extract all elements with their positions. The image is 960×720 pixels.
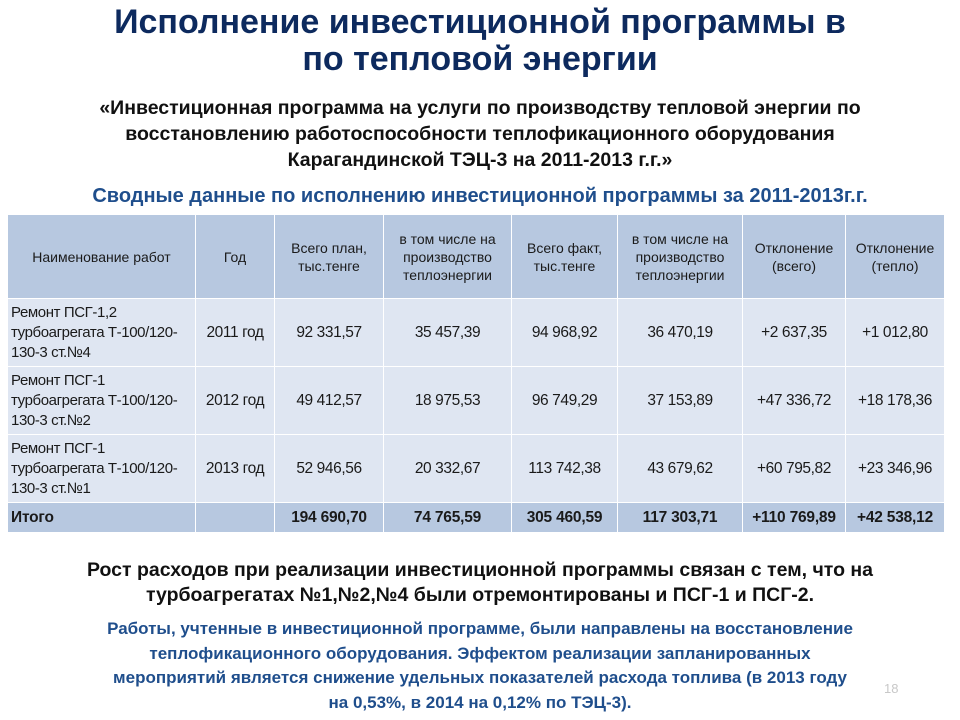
program-subtitle bbox=[0, 95, 960, 173]
cell-work-name: Ремонт ПСГ-1 турбоагрегата Т-100/120-130-3 ст.№2 bbox=[8, 367, 196, 435]
header-fact-heat: в том числе на производство теплоэнергии bbox=[618, 215, 743, 299]
cell-plan-total: 49 412,57 bbox=[275, 367, 384, 435]
section-heading: Сводные данные по исполнению инвестиционной программы за 2011-2013г.г. bbox=[92, 185, 868, 207]
cell-fact-heat: 37 153,89 bbox=[618, 367, 743, 435]
table-row bbox=[8, 367, 945, 435]
slide-title-line2: по тепловой энергии bbox=[302, 40, 658, 78]
total-fact-heat: 117 303,71 bbox=[618, 503, 743, 533]
cell-year: 2013 год bbox=[196, 435, 275, 503]
cell-work-name: Ремонт ПСГ-1 турбоагрегата Т-100/120-130-3 ст.№1 bbox=[8, 435, 196, 503]
header-deviation-heat: Отклонение (тепло) bbox=[846, 215, 945, 299]
table-row bbox=[8, 435, 945, 503]
cell-plan-total: 92 331,57 bbox=[275, 299, 384, 367]
cell-deviation-heat: +1 012,80 bbox=[846, 299, 945, 367]
header-deviation-total: Отклонение (всего) bbox=[743, 215, 846, 299]
effect-note-line1: Работы, учтенные в инвестиционной программе, были направлены на восстановление bbox=[107, 619, 853, 638]
effect-note-line2: теплофикационного оборудования. Эффектом реализации запланированных bbox=[149, 643, 811, 663]
cell-fact-total: 96 749,29 bbox=[512, 367, 618, 435]
cell-plan-heat: 18 975,53 bbox=[384, 367, 512, 435]
total-label: Итого bbox=[8, 503, 196, 533]
cell-year: 2011 год bbox=[196, 299, 275, 367]
cell-fact-heat: 36 470,19 bbox=[618, 299, 743, 367]
cell-fact-total: 113 742,38 bbox=[512, 435, 618, 503]
program-subtitle-line3: Карагандинской ТЭЦ-3 на 2011-2013 г.г.» bbox=[287, 149, 673, 171]
header-fact-total: Всего факт, тыс.тенге bbox=[512, 215, 618, 299]
header-plan-total: Всего план, тыс.тенге bbox=[275, 215, 384, 299]
total-year bbox=[196, 503, 275, 533]
cell-deviation-total: +47 336,72 bbox=[743, 367, 846, 435]
cost-growth-note-line1: Рост расходов при реализации инвестиционной программы связан с тем, что на bbox=[86, 559, 874, 581]
total-deviation-total: +110 769,89 bbox=[743, 503, 846, 533]
page-number: 18 bbox=[884, 681, 899, 696]
cell-plan-total: 52 946,56 bbox=[275, 435, 384, 503]
cell-year: 2012 год bbox=[196, 367, 275, 435]
effect-note bbox=[0, 617, 960, 715]
program-subtitle-line2: восстановлению работоспособности теплофикационного оборудования bbox=[125, 123, 835, 145]
cell-deviation-total: +2 637,35 bbox=[743, 299, 846, 367]
cell-deviation-heat: +18 178,36 bbox=[846, 367, 945, 435]
cell-deviation-total: +60 795,82 bbox=[743, 435, 846, 503]
cell-deviation-heat: +23 346,96 bbox=[846, 435, 945, 503]
total-fact-total: 305 460,59 bbox=[512, 503, 618, 533]
cost-growth-note-line2: турбоагрегатах №1,№2,№4 были отремонтированы и ПСГ-1 и ПСГ-2. bbox=[145, 584, 815, 606]
table-total-row bbox=[8, 503, 945, 533]
investment-summary-table bbox=[7, 214, 945, 533]
header-work-name: Наименование работ bbox=[8, 215, 196, 299]
total-plan-total: 194 690,70 bbox=[275, 503, 384, 533]
table-row bbox=[8, 299, 945, 367]
total-plan-heat: 74 765,59 bbox=[384, 503, 512, 533]
effect-note-line4: на 0,53%, в 2014 на 0,12% по ТЭЦ-3). bbox=[328, 692, 632, 712]
header-year: Год bbox=[196, 215, 275, 299]
header-plan-heat: в том числе на производство теплоэнергии bbox=[384, 215, 512, 299]
cell-fact-heat: 43 679,62 bbox=[618, 435, 743, 503]
cell-plan-heat: 20 332,67 bbox=[384, 435, 512, 503]
cost-growth-note bbox=[0, 558, 960, 608]
slide-title-line1: Исполнение инвестиционной программы в bbox=[114, 3, 846, 41]
table-header-row bbox=[8, 215, 945, 299]
slide-title bbox=[0, 4, 960, 78]
cell-work-name: Ремонт ПСГ-1,2 турбоагрегата Т-100/120-130-3 ст.№4 bbox=[8, 299, 196, 367]
effect-note-line3: мероприятий является снижение удельных показателей расхода топлива (в 2013 году bbox=[113, 668, 847, 687]
total-deviation-heat: +42 538,12 bbox=[846, 503, 945, 533]
cell-fact-total: 94 968,92 bbox=[512, 299, 618, 367]
cell-plan-heat: 35 457,39 bbox=[384, 299, 512, 367]
program-subtitle-line1: «Инвестиционная программа на услуги по производству тепловой энергии по bbox=[99, 97, 861, 119]
